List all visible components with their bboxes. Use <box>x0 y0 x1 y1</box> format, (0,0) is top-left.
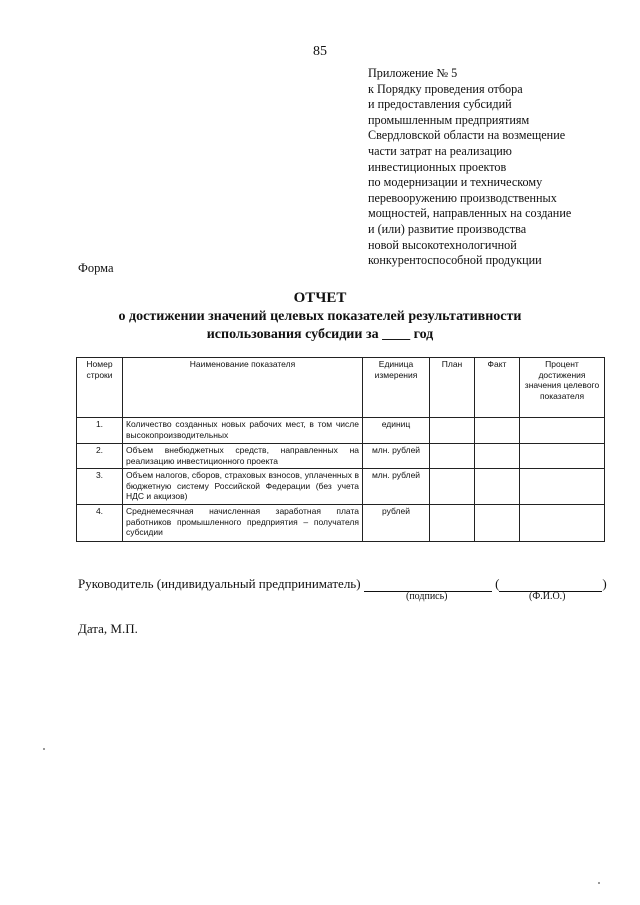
report-title <box>0 289 640 344</box>
cell-unit: млн. рублей <box>363 469 430 505</box>
table-row <box>77 418 605 444</box>
report-title-period: использования субсидии за ____ год <box>206 327 434 342</box>
caption-signature: (подпись) <box>406 591 448 602</box>
cell-name: Объем внебюджетных средств, направленных на реализацию инвестиционного проекта <box>123 444 363 469</box>
appendix-line: новой высокотехнологичной <box>368 237 517 252</box>
appendix-line: и (или) развитие производства <box>368 221 527 236</box>
cell-number: 2. <box>77 444 123 469</box>
signature-field[interactable] <box>364 578 492 592</box>
form-label: Форма <box>78 261 114 275</box>
close-paren: ) <box>602 576 607 591</box>
report-table <box>76 357 605 542</box>
cell-number: 4. <box>77 505 123 542</box>
cell-fact[interactable] <box>475 418 520 444</box>
cell-fact[interactable] <box>475 469 520 505</box>
full-name-field[interactable] <box>499 578 602 592</box>
cell-name: Среднемесячная начисленная заработная плата работников промышленного предприятия – получателя субсидии <box>123 505 363 542</box>
cell-unit: рублей <box>363 505 430 542</box>
cell-plan[interactable] <box>430 469 475 505</box>
date-stamp-label: Дата, М.П. <box>78 621 138 636</box>
header-fact: Факт <box>475 358 520 418</box>
table-row <box>77 469 605 505</box>
header-plan: План <box>430 358 475 418</box>
signature-label: Руководитель (индивидуальный предприниматель) <box>78 576 361 591</box>
appendix-line: мощностей, направленных на создание <box>368 206 572 221</box>
cell-number: 3. <box>77 469 123 505</box>
cell-number: 1. <box>77 418 123 444</box>
appendix-line: части затрат на реализацию <box>368 143 512 158</box>
cell-unit: млн. рублей <box>363 444 430 469</box>
table-row <box>77 444 605 469</box>
appendix-line: Приложение № 5 <box>368 66 458 80</box>
signature-line <box>78 576 618 592</box>
report-title-sub: о достижении значений целевых показателей результативности <box>118 309 522 324</box>
scan-speck <box>598 882 600 884</box>
cell-percent[interactable] <box>520 469 605 505</box>
cell-name: Объем налогов, сборов, страховых взносов, уплаченных в бюджетную систему Российской Федерации (без учета НДС и акцизов) <box>123 469 363 505</box>
header-unit: Единица измерения <box>363 358 430 418</box>
appendix-line: конкурентоспособной продукции <box>368 253 542 268</box>
appendix-line: и предоставления субсидий <box>368 97 512 112</box>
cell-fact[interactable] <box>475 505 520 542</box>
appendix-line: по модернизации и техническому <box>368 175 543 190</box>
appendix-line: промышленным предприятиям <box>368 112 530 127</box>
report-title-main: ОТЧЕТ <box>293 290 347 306</box>
appendix-line: к Порядку проведения отбора <box>368 81 523 96</box>
appendix-line: перевооружению производственных <box>368 190 557 205</box>
header-name: Наименование показателя <box>123 358 363 418</box>
cell-plan[interactable] <box>430 444 475 469</box>
header-percent: Процент достижения значения целевого показателя <box>520 358 605 418</box>
cell-plan[interactable] <box>430 418 475 444</box>
scan-speck <box>43 748 45 750</box>
page-number: 85 <box>313 44 327 59</box>
caption-full-name: (Ф.И.О.) <box>529 591 566 602</box>
open-paren: ( <box>495 576 500 591</box>
appendix-header <box>368 66 618 269</box>
appendix-line: Свердловской области на возмещение <box>368 128 566 143</box>
appendix-line: инвестиционных проектов <box>368 159 507 174</box>
cell-name: Количество созданных новых рабочих мест, в том числе высокопроизводительных <box>123 418 363 444</box>
cell-percent[interactable] <box>520 418 605 444</box>
table-row <box>77 505 605 542</box>
cell-percent[interactable] <box>520 505 605 542</box>
cell-plan[interactable] <box>430 505 475 542</box>
header-number: Номер строки <box>77 358 123 418</box>
cell-percent[interactable] <box>520 444 605 469</box>
cell-unit: единиц <box>363 418 430 444</box>
cell-fact[interactable] <box>475 444 520 469</box>
table-header-row <box>77 358 605 418</box>
